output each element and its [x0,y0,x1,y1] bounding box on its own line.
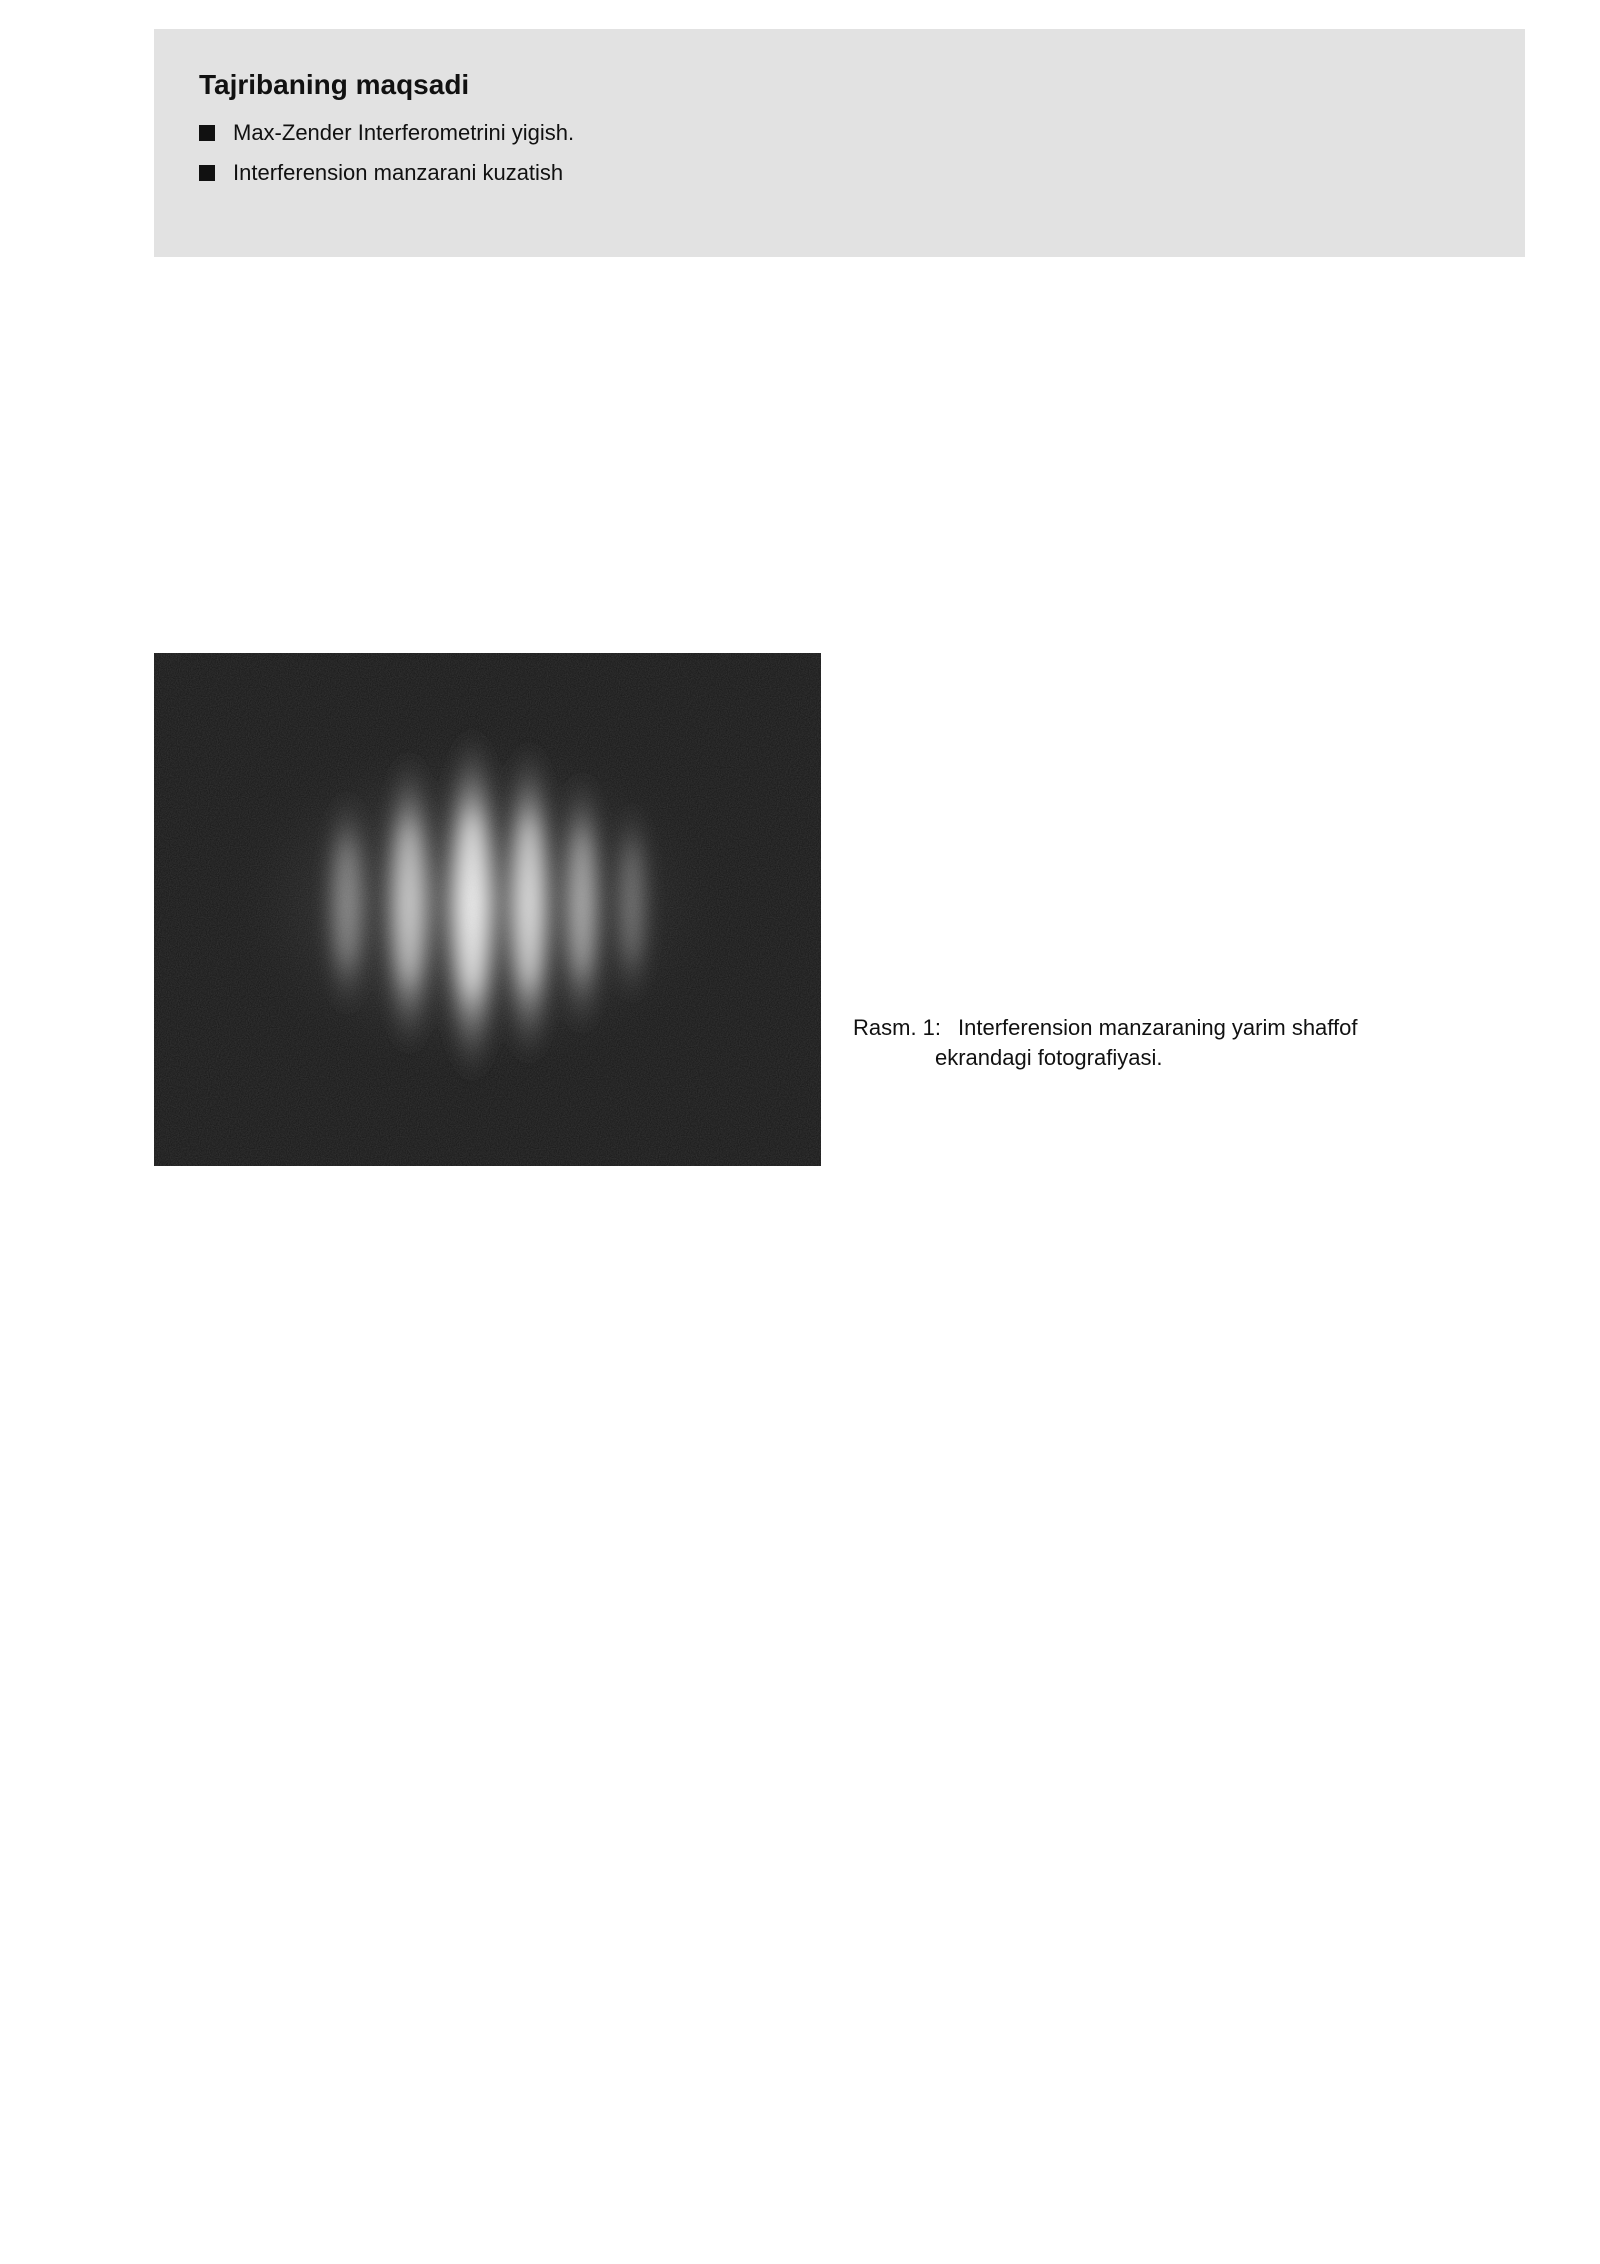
list-item [199,153,574,193]
list-item [199,113,574,153]
aims-list [199,113,574,193]
figure-label: Rasm. 1: [853,1015,942,1040]
aims-item-text: Interferension manzarani kuzatish [233,160,564,185]
caption-text-line2: ekrandagi fotografiyasi. [935,1045,1163,1070]
caption-text-line1: Interferension manzaraning yarim shaffof [958,1015,1358,1040]
figure-caption [853,1013,1413,1073]
square-bullet-icon [199,125,215,141]
square-bullet-icon [199,165,215,181]
aims-item-text: Max-Zender Interferometrini yigish. [233,120,575,145]
interference-fringe-photo [154,653,821,1166]
aims-heading: Tajribaning maqsadi [199,69,470,100]
fringe-image [154,653,821,1166]
aims-panel [154,29,1525,257]
